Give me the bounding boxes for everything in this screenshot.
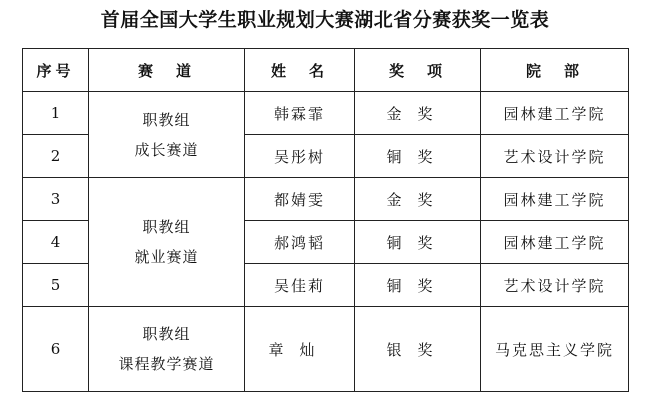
row-index: 2: [23, 135, 89, 178]
row-index: 3: [23, 178, 89, 221]
row-index: 5: [23, 264, 89, 307]
track-cell: [89, 92, 245, 178]
student-name: 韩霖霏: [245, 92, 355, 135]
header-name: 姓 名: [245, 49, 355, 92]
award-level: 银奖: [355, 307, 481, 392]
track-cell: [89, 307, 245, 392]
table-row: [23, 92, 629, 135]
track-cell: [89, 178, 245, 307]
table-row: [23, 178, 629, 221]
track-group: 职教组: [142, 218, 191, 236]
department: 艺术设计学院: [481, 135, 629, 178]
row-index: 6: [23, 307, 89, 392]
header-award: 奖 项: [355, 49, 481, 92]
header-track: 赛 道: [89, 49, 245, 92]
page-title: 首届全国大学生职业规划大赛湖北省分赛获奖一览表: [100, 9, 550, 31]
award-table: [22, 48, 629, 392]
award-level: 铜奖: [355, 135, 481, 178]
award-level: 铜奖: [355, 221, 481, 264]
table-row: [23, 307, 629, 392]
student-name: 郝鸿韬: [245, 221, 355, 264]
department: 园林建工学院: [481, 221, 629, 264]
header-index: 序号: [23, 49, 89, 92]
row-index: 4: [23, 221, 89, 264]
header-department: 院 部: [481, 49, 629, 92]
award-level: 金奖: [355, 178, 481, 221]
department: 园林建工学院: [481, 178, 629, 221]
student-name: 都婧雯: [245, 178, 355, 221]
student-name: 章灿: [245, 307, 355, 392]
department: 马克思主义学院: [481, 307, 629, 392]
student-name: 吴彤树: [245, 135, 355, 178]
track-group: 职教组: [142, 110, 191, 129]
table-header-row: [23, 49, 629, 92]
track-name: 就业赛道: [134, 248, 199, 266]
award-level: 金奖: [355, 92, 481, 135]
row-index: 1: [23, 92, 89, 135]
track-name: 课程教学赛道: [118, 355, 215, 373]
track-group: 职教组: [142, 325, 191, 343]
track-name: 成长赛道: [134, 140, 199, 159]
award-level: 铜奖: [355, 264, 481, 307]
student-name: 吴佳莉: [245, 264, 355, 307]
department: 园林建工学院: [481, 92, 629, 135]
department: 艺术设计学院: [481, 264, 629, 307]
